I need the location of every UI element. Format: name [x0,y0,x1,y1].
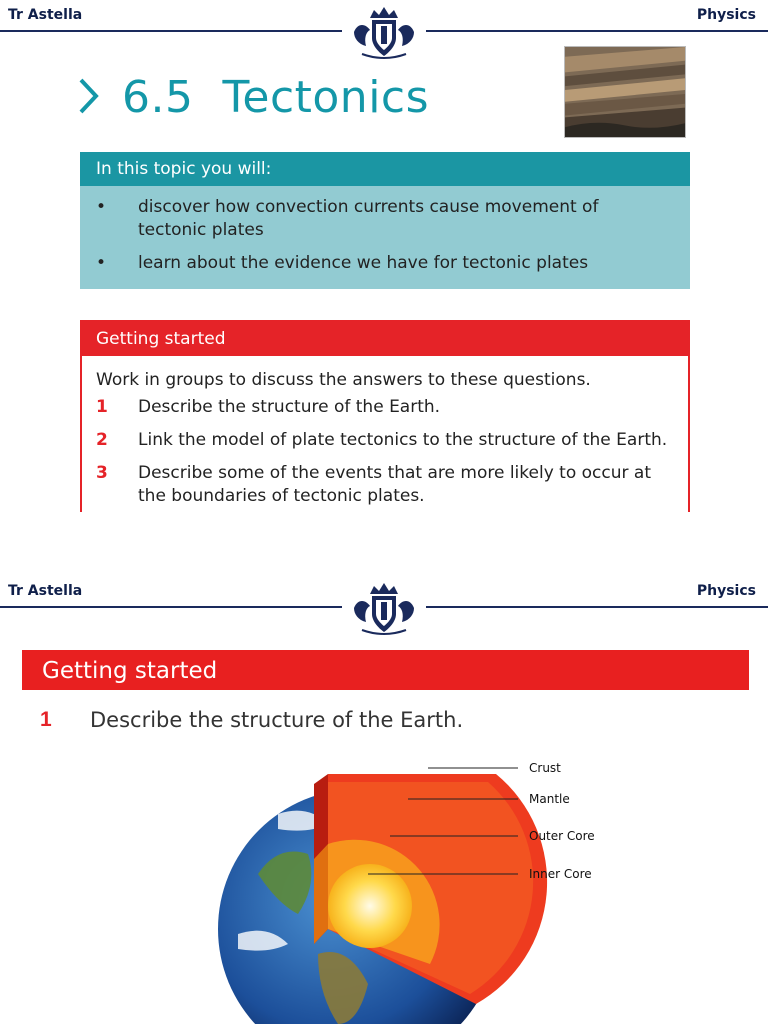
question-list [82,390,688,508]
inner-core-label: Inner Core [529,867,592,881]
header-divider-left [0,606,342,608]
list-item: 3 Describe some of the events that are more likely to occur at the boundaries of tectonic plates. [96,463,651,506]
getting-started-intro: Work in groups to discuss the answers to these questions. [96,370,591,390]
header-left-text: Tr Astella [8,7,83,23]
mantle-label: Mantle [529,792,570,806]
header-right-text: Physics [696,583,756,599]
header-divider-left [0,30,342,32]
crust-label: Crust [529,761,561,775]
title-number: 6.5 [122,72,194,123]
question-number: 1 [40,708,52,731]
list-item: 1 Describe the structure of the Earth. [96,397,441,417]
list-item: • learn about the evidence we have for tectonic plates [96,253,589,273]
topic-box [80,152,690,289]
title-word: Tectonics [222,72,430,123]
rock-strata-photo-icon [564,46,686,138]
getting-started-box [80,320,690,512]
slide-header [0,0,768,48]
list-item: • discover how convection currents cause movement of tectonic plates [96,197,599,240]
earth-structure-diagram [218,754,618,1024]
header-divider-right [426,30,768,32]
page-title [122,72,429,123]
header-left-text: Tr Astella [8,583,83,599]
getting-started-banner [22,650,749,690]
chevron-right-icon [76,74,102,118]
getting-started-heading: Getting started [82,322,688,356]
getting-started-heading: Getting started [42,658,218,684]
header-divider-right [426,606,768,608]
slide-header [0,576,768,624]
header-right-text: Physics [696,7,756,23]
topic-box-heading: In this topic you will: [80,152,690,186]
outer-core-side [314,844,328,944]
slide-2 [0,576,768,1024]
topic-list [80,186,690,275]
school-crest-icon [348,2,420,62]
list-item: 2 Link the model of plate tectonics to the structure of the Earth. [96,430,668,450]
question-text: Describe the structure of the Earth. [90,708,464,732]
inner-core-layer [328,864,412,948]
school-crest-icon [348,578,420,638]
outer-core-label: Outer Core [529,829,595,843]
